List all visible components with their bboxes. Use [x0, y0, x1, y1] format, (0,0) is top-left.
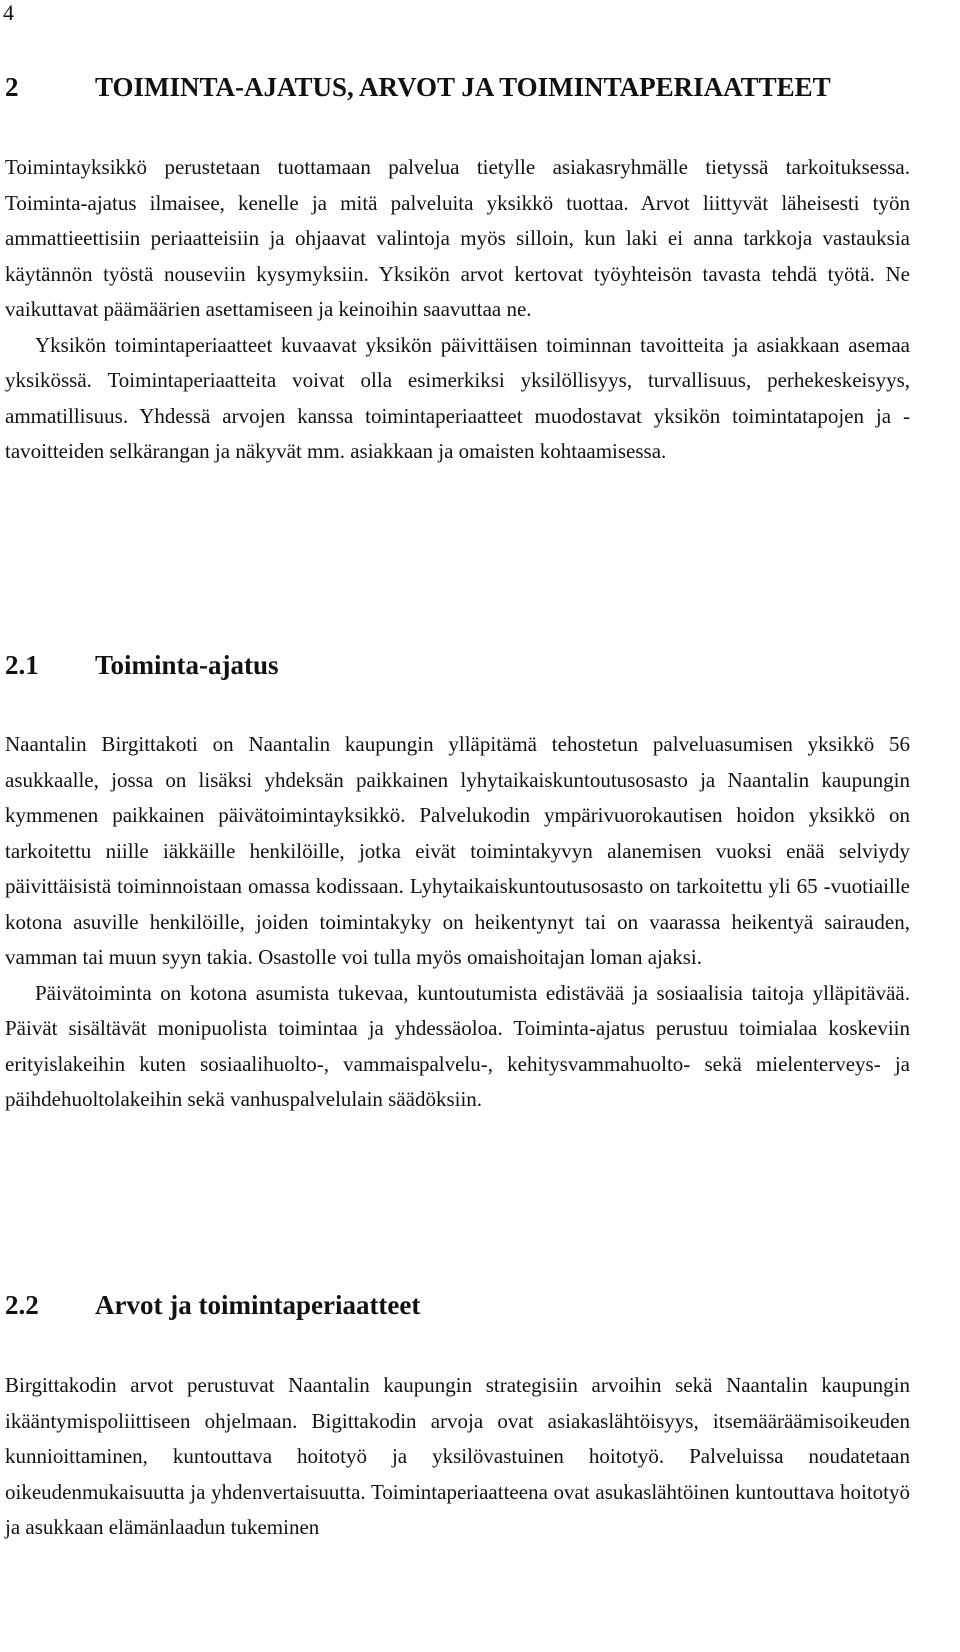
section-2-1-heading	[5, 648, 910, 682]
section-2-1-paragraph-2: Päivätoiminta on kotona asumista tukevaa, kuntoutumista edistävää ja sosiaalisia taitoja ylläpitävää. Päivät sisältävät monipuolista toimintaa ja yhdessäoloa. Toiminta-ajatus perustuu toimialaa koskeviin erityislakeihin kuten sosiaalihuolto-, vammaispalvelu-, kehitysvammahuolto- sekä mielenterveys- ja päihdehuoltolakeihin sekä vanhuspalvelulain säädöksiin.	[5, 980, 910, 1111]
section-2-title: TOIMINTA-AJATUS, ARVOT JA TOIMINTAPERIAATTEET	[95, 72, 831, 102]
section-2	[5, 70, 910, 104]
page-number: 4	[3, 0, 14, 25]
section-2-2-title: Arvot ja toimintaperiaatteet	[95, 1290, 421, 1320]
section-2-2-number: 2.2	[5, 1290, 39, 1320]
section-2-1	[5, 648, 910, 682]
section-2-2-heading	[5, 1288, 910, 1322]
section-2-2	[5, 1288, 910, 1322]
section-2-1-body	[5, 727, 910, 1118]
section-2-number: 2	[5, 72, 19, 102]
section-2-2-paragraph-1: Birgittakodin arvot perustuvat Naantalin kaupungin strategisiin arvoihin sekä Naantalin kaupungin ikääntymispoliittiseen ohjelmaan. Bigittakodin arvoja ovat asiakaslähtöisyys, itsemääräämisoikeuden kunnioittaminen, kuntouttava hoitotyö ja yksilövastuinen hoitotyö. Palveluissa noudatetaan oikeudenmukaisuutta ja yhdenvertaisuutta. Toimintaperiaatteena ovat asukaslähtöinen kuntouttava hoitotyö ja asukkaan elämänlaadun tukeminen	[5, 1373, 910, 1539]
section-2-1-paragraph-1: Naantalin Birgittakoti on Naantalin kaupungin ylläpitämä tehostetun palveluasumisen yksikkö 56 asukkaalle, jossa on lisäksi yhdeksän paikkainen lyhytaikaiskuntoutusosasto ja Naantalin kaupungin kymmenen paikkainen päivätoimintayksikkö. Palvelukodin ympärivuorokautisen hoidon yksikkö on tarkoitettu niille iäkkäille henkilöille, jotka eivät toimintakyvyn alanemisen vuoksi enää selviydy päivittäisistä toiminnoistaan omassa kodissaan. Lyhytaikaiskuntoutusosasto on tarkoitettu yli 65 -vuotiaille kotona asuville henkilöille, joiden toimintakyky on heikentynyt tai on vaarassa heikentyä sairauden, vamman tai muun syyn takia. Osastolle voi tulla myös omaishoitajan loman ajaksi.	[5, 732, 910, 969]
section-2-1-title: Toiminta-ajatus	[95, 650, 279, 680]
section-2-paragraph-1: Toimintayksikkö perustetaan tuottamaan palvelua tietylle asiakasryhmälle tietyssä tarkoituksessa. Toiminta-ajatus ilmaisee, kenelle ja mitä palveluita yksikkö tuottaa. Arvot liittyvät läheisesti työn ammattieettisiin periaatteisiin ja ohjaavat valintoja myös silloin, kun laki ei anna tarkkoja vastauksia käytännön työstä nouseviin kysymyksiin. Yksikön arvot kertovat työyhteisön tavasta tehdä työtä. Ne vaikuttavat päämäärien asettamiseen ja keinoihin saavuttaa ne.	[5, 155, 910, 321]
section-2-1-number: 2.1	[5, 650, 39, 680]
section-2-2-body	[5, 1368, 910, 1546]
section-2-heading	[5, 70, 910, 104]
section-2-paragraph-2: Yksikön toimintaperiaatteet kuvaavat yksikön päivittäisen toiminnan tavoitteita ja asiakkaan asemaa yksikössä. Toimintaperiaatteita voivat olla esimerkiksi yksilöllisyys, turvallisuus, perhekeskeisyys, ammatillisuus. Yhdessä arvojen kanssa toimintaperiaatteet muodostavat yksikön toimintatapojen ja -tavoitteiden selkärangan ja näkyvät mm. asiakkaan ja omaisten kohtaamisessa.	[5, 332, 910, 463]
section-2-body	[5, 150, 910, 470]
